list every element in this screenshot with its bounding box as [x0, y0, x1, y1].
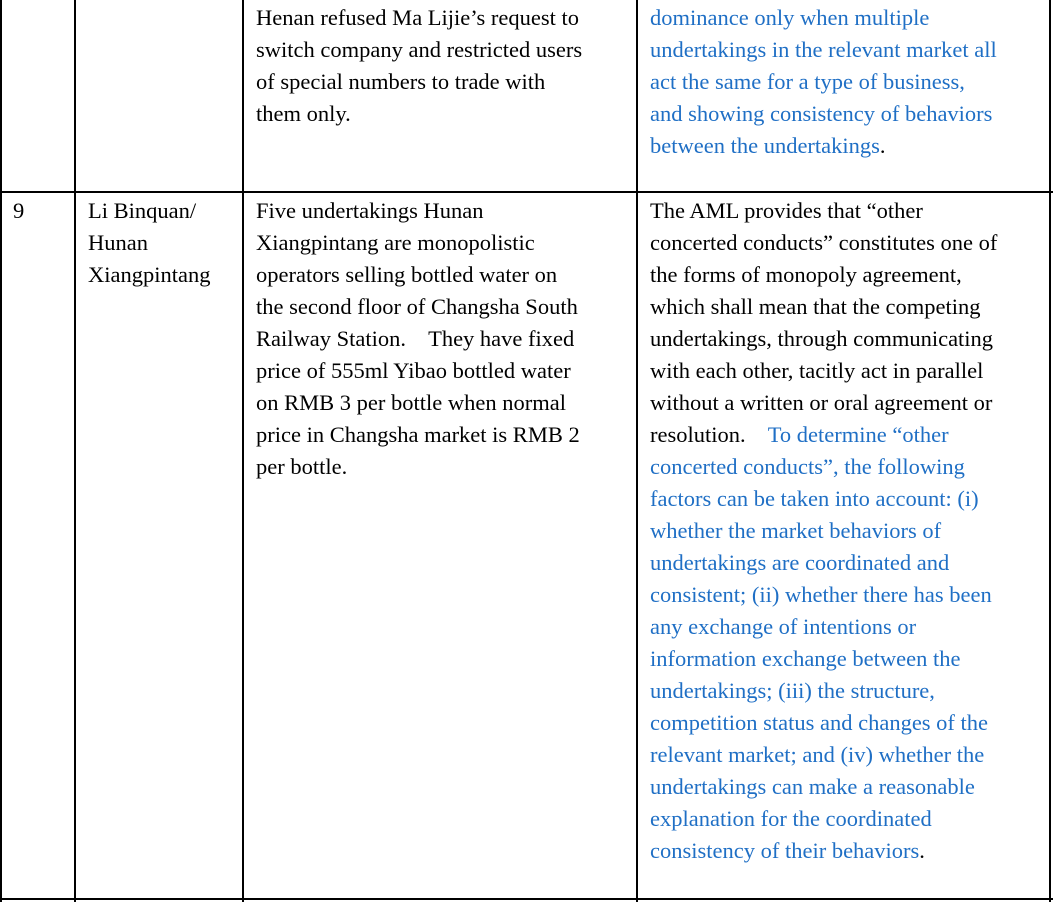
column-divider [636, 0, 638, 902]
text-line [650, 34, 997, 66]
text-line [650, 355, 997, 387]
text-segment: switch company and restricted users [256, 37, 583, 62]
highlighted-text: and showing consistency of behaviors [650, 101, 993, 126]
highlighted-text: undertakings are coordinated and [650, 550, 950, 575]
column-divider [242, 0, 244, 902]
highlighted-text: consistent; (ii) whether there has been [650, 582, 992, 607]
highlighted-text: undertakings; (iii) the structure, [650, 678, 935, 703]
highlighted-text: undertakings in the relevant market all [650, 37, 997, 62]
text-line [650, 291, 997, 323]
text-segment: The AML provides that “other [650, 198, 923, 223]
text-segment: per bottle. [256, 454, 348, 479]
text-line [256, 98, 582, 130]
text-line [650, 547, 997, 579]
text-segment: Henan refused Ma Lijie’s request to [256, 5, 580, 30]
text-segment: . [879, 133, 886, 158]
text-line [650, 227, 997, 259]
text-segment: Railway Station. They have fixed [256, 326, 575, 351]
text-line [650, 2, 997, 34]
text-line [256, 259, 580, 291]
highlighted-text: information exchange between the [650, 646, 961, 671]
text-line [650, 675, 997, 707]
text-line [256, 451, 580, 483]
text-line [256, 291, 580, 323]
highlighted-text: explanation for the coordinated [650, 806, 932, 831]
text-line [650, 259, 997, 291]
row-8-facts [256, 2, 582, 130]
text-line [650, 739, 997, 771]
text-segment: the forms of monopoly agreement, [650, 262, 962, 287]
text-segment: with each other, tacitly act in parallel [650, 358, 984, 383]
text-segment: the second floor of Changsha South [256, 294, 578, 319]
text-segment: resolution. [650, 422, 768, 447]
text-line [256, 66, 582, 98]
text-segment: price in Changsha market is RMB 2 [256, 422, 580, 447]
highlighted-text: consistency of their behaviors [650, 838, 920, 863]
row-8-analysis [650, 2, 997, 162]
text-line [650, 611, 997, 643]
text-line [650, 130, 997, 162]
text-line [650, 579, 997, 611]
text-line [256, 2, 582, 34]
text-segment: Xiangpintang [88, 262, 211, 287]
highlighted-text: relevant market; and (iv) whether the [650, 742, 985, 767]
text-segment: Li Binquan/ [88, 198, 197, 223]
text-line [650, 419, 997, 451]
highlighted-text: whether the market behaviors of [650, 518, 942, 543]
table-border-left [0, 0, 2, 902]
text-line [650, 387, 997, 419]
text-line [256, 227, 580, 259]
text-line [650, 643, 997, 675]
text-line [88, 227, 210, 259]
text-line [256, 355, 580, 387]
text-segment: on RMB 3 per bottle when normal [256, 390, 566, 415]
row-divider [0, 191, 1053, 193]
table-border-right [1049, 0, 1051, 902]
text-line [650, 451, 997, 483]
highlighted-text: act the same for a type of business, [650, 69, 965, 94]
highlighted-text: competition status and changes of the [650, 710, 989, 735]
text-line [650, 323, 997, 355]
text-line [650, 803, 997, 835]
text-line [650, 515, 997, 547]
row-9-no: 9 [13, 198, 25, 223]
row-divider [0, 898, 1053, 900]
text-line [88, 259, 210, 291]
text-segment: which shall mean that the competing [650, 294, 981, 319]
row-9-facts [256, 195, 580, 483]
text-segment: Xiangpintang are monopolistic [256, 230, 535, 255]
column-divider [74, 0, 76, 902]
highlighted-text: factors can be taken into account: (i) [650, 486, 979, 511]
text-line [256, 419, 580, 451]
text-segment: . [919, 838, 925, 863]
text-segment: undertakings, through communicating [650, 326, 994, 351]
text-line [256, 195, 580, 227]
text-line [256, 34, 582, 66]
row-9-analysis [650, 195, 997, 867]
text-line [650, 483, 997, 515]
text-line [256, 323, 580, 355]
highlighted-text: undertakings can make a reasonable [650, 774, 975, 799]
text-segment: them only. [256, 101, 351, 126]
text-line [650, 195, 997, 227]
text-segment: operators selling bottled water on [256, 262, 558, 287]
row-9-parties [88, 195, 210, 291]
text-segment: concerted conducts” constitutes one of [650, 230, 998, 255]
text-line [650, 98, 997, 130]
highlighted-text: any exchange of intentions or [650, 614, 917, 639]
highlighted-text: To determine “other [767, 422, 949, 447]
text-line [650, 66, 997, 98]
text-line [650, 707, 997, 739]
text-segment: Five undertakings Hunan [256, 198, 484, 223]
text-line [650, 771, 997, 803]
text-segment: price of 555ml Yibao bottled water [256, 358, 571, 383]
text-line [650, 835, 997, 867]
highlighted-text: dominance only when multiple [650, 5, 930, 30]
text-line [88, 195, 210, 227]
text-segment: of special numbers to trade with [256, 69, 546, 94]
text-segment: without a written or oral agreement or [650, 390, 993, 415]
text-line [256, 387, 580, 419]
text-segment: Hunan [88, 230, 148, 255]
highlighted-text: between the undertakings [650, 133, 880, 158]
highlighted-text: concerted conducts”, the following [650, 454, 965, 479]
